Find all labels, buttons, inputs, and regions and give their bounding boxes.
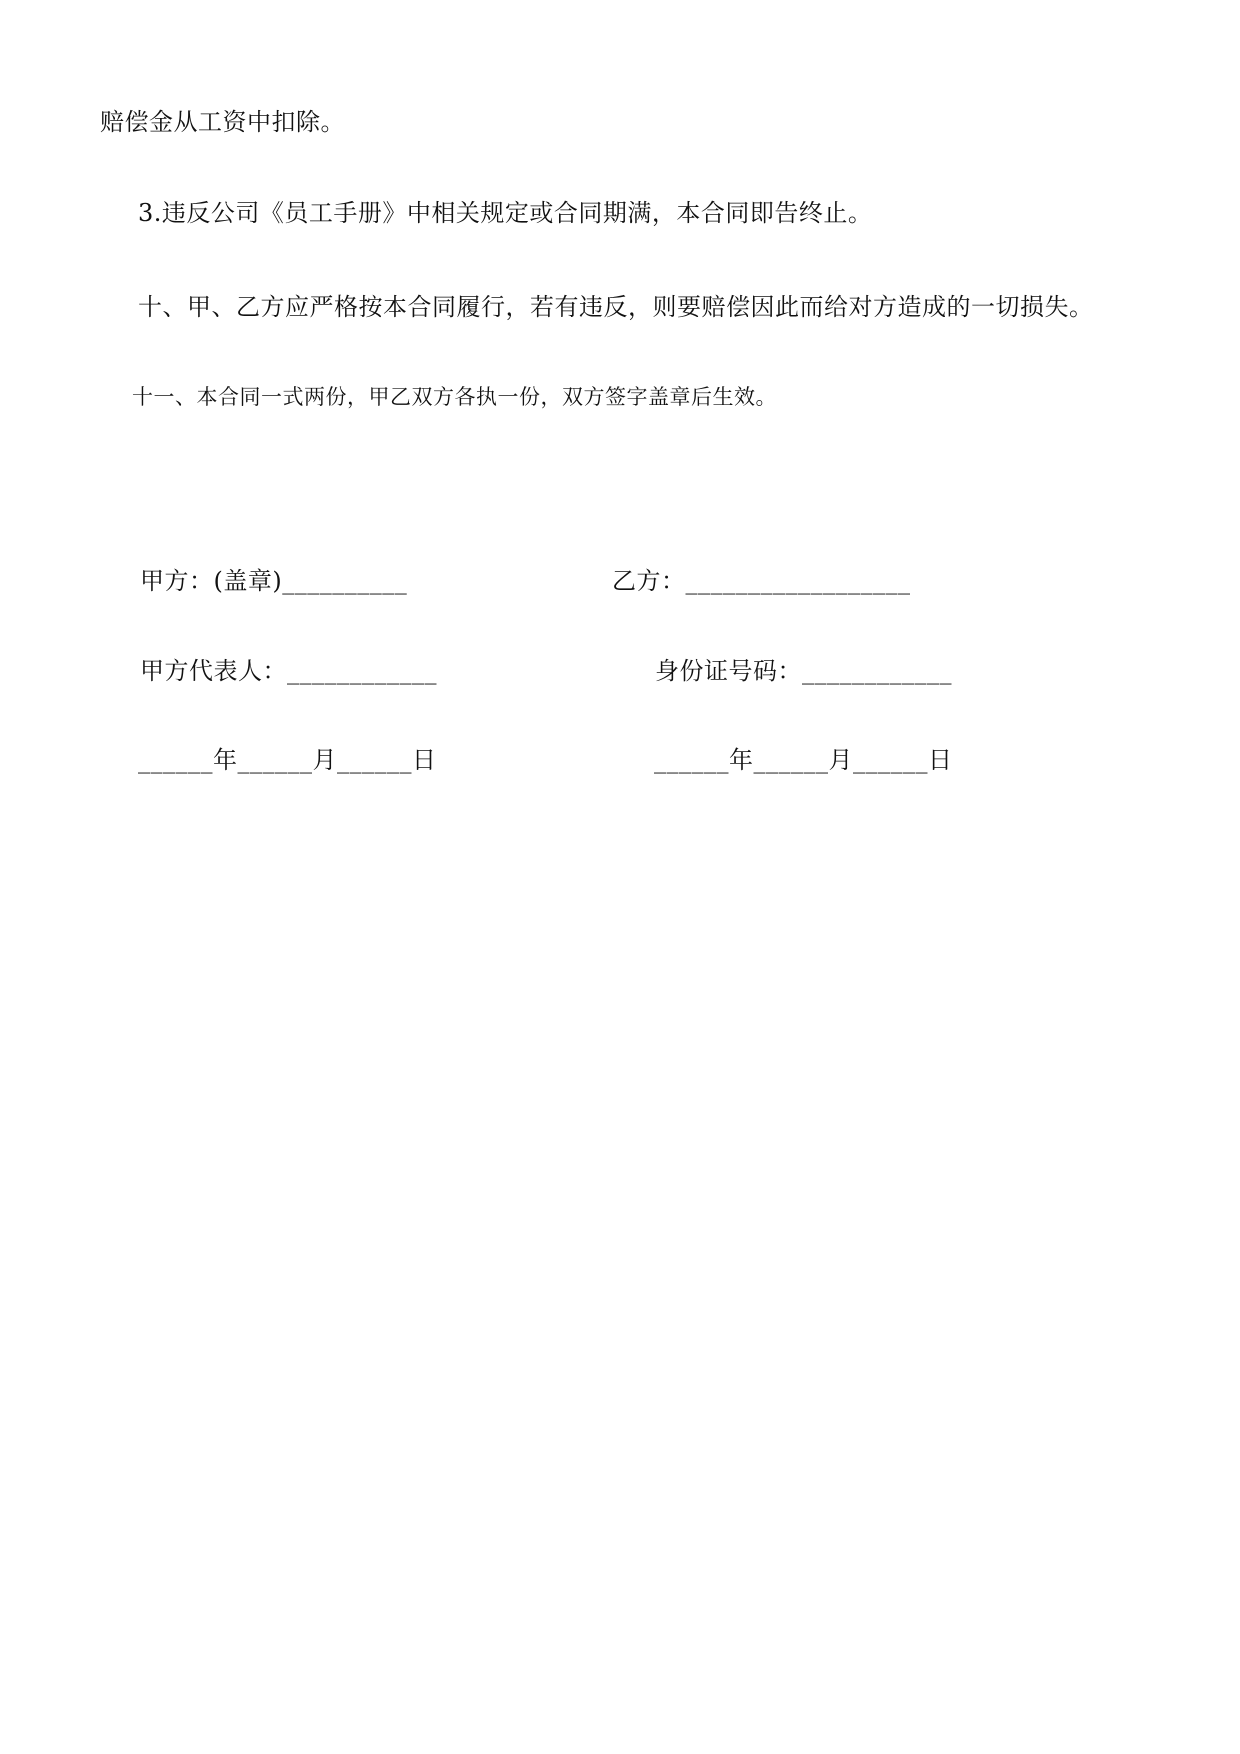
signature-party-a-representative: 甲方代表人：____________ <box>140 657 437 685</box>
paragraph-compensation-deduction: 赔偿金从工资中扣除。 <box>100 108 345 136</box>
paragraph-clause-10-liability: 十、甲、乙方应严格按本合同履行，若有违反，则要赔偿因此而给对方造成的一切损失。 <box>138 293 1094 321</box>
signature-date-party-b: ______年______月______日 <box>654 746 953 774</box>
paragraph-clause-11-copies: 十一、本合同一式两份，甲乙双方各执一份，双方签字盖章后生效。 <box>132 385 777 409</box>
paragraph-clause-3-termination: 3.违反公司《员工手册》中相关规定或合同期满，本合同即告终止。 <box>138 199 873 227</box>
signature-id-number: 身份证号码：____________ <box>655 657 952 685</box>
signature-party-b: 乙方：__________________ <box>612 567 911 595</box>
signature-date-party-a: ______年______月______日 <box>138 746 437 774</box>
signature-party-a: 甲方：(盖章)__________ <box>140 567 408 595</box>
